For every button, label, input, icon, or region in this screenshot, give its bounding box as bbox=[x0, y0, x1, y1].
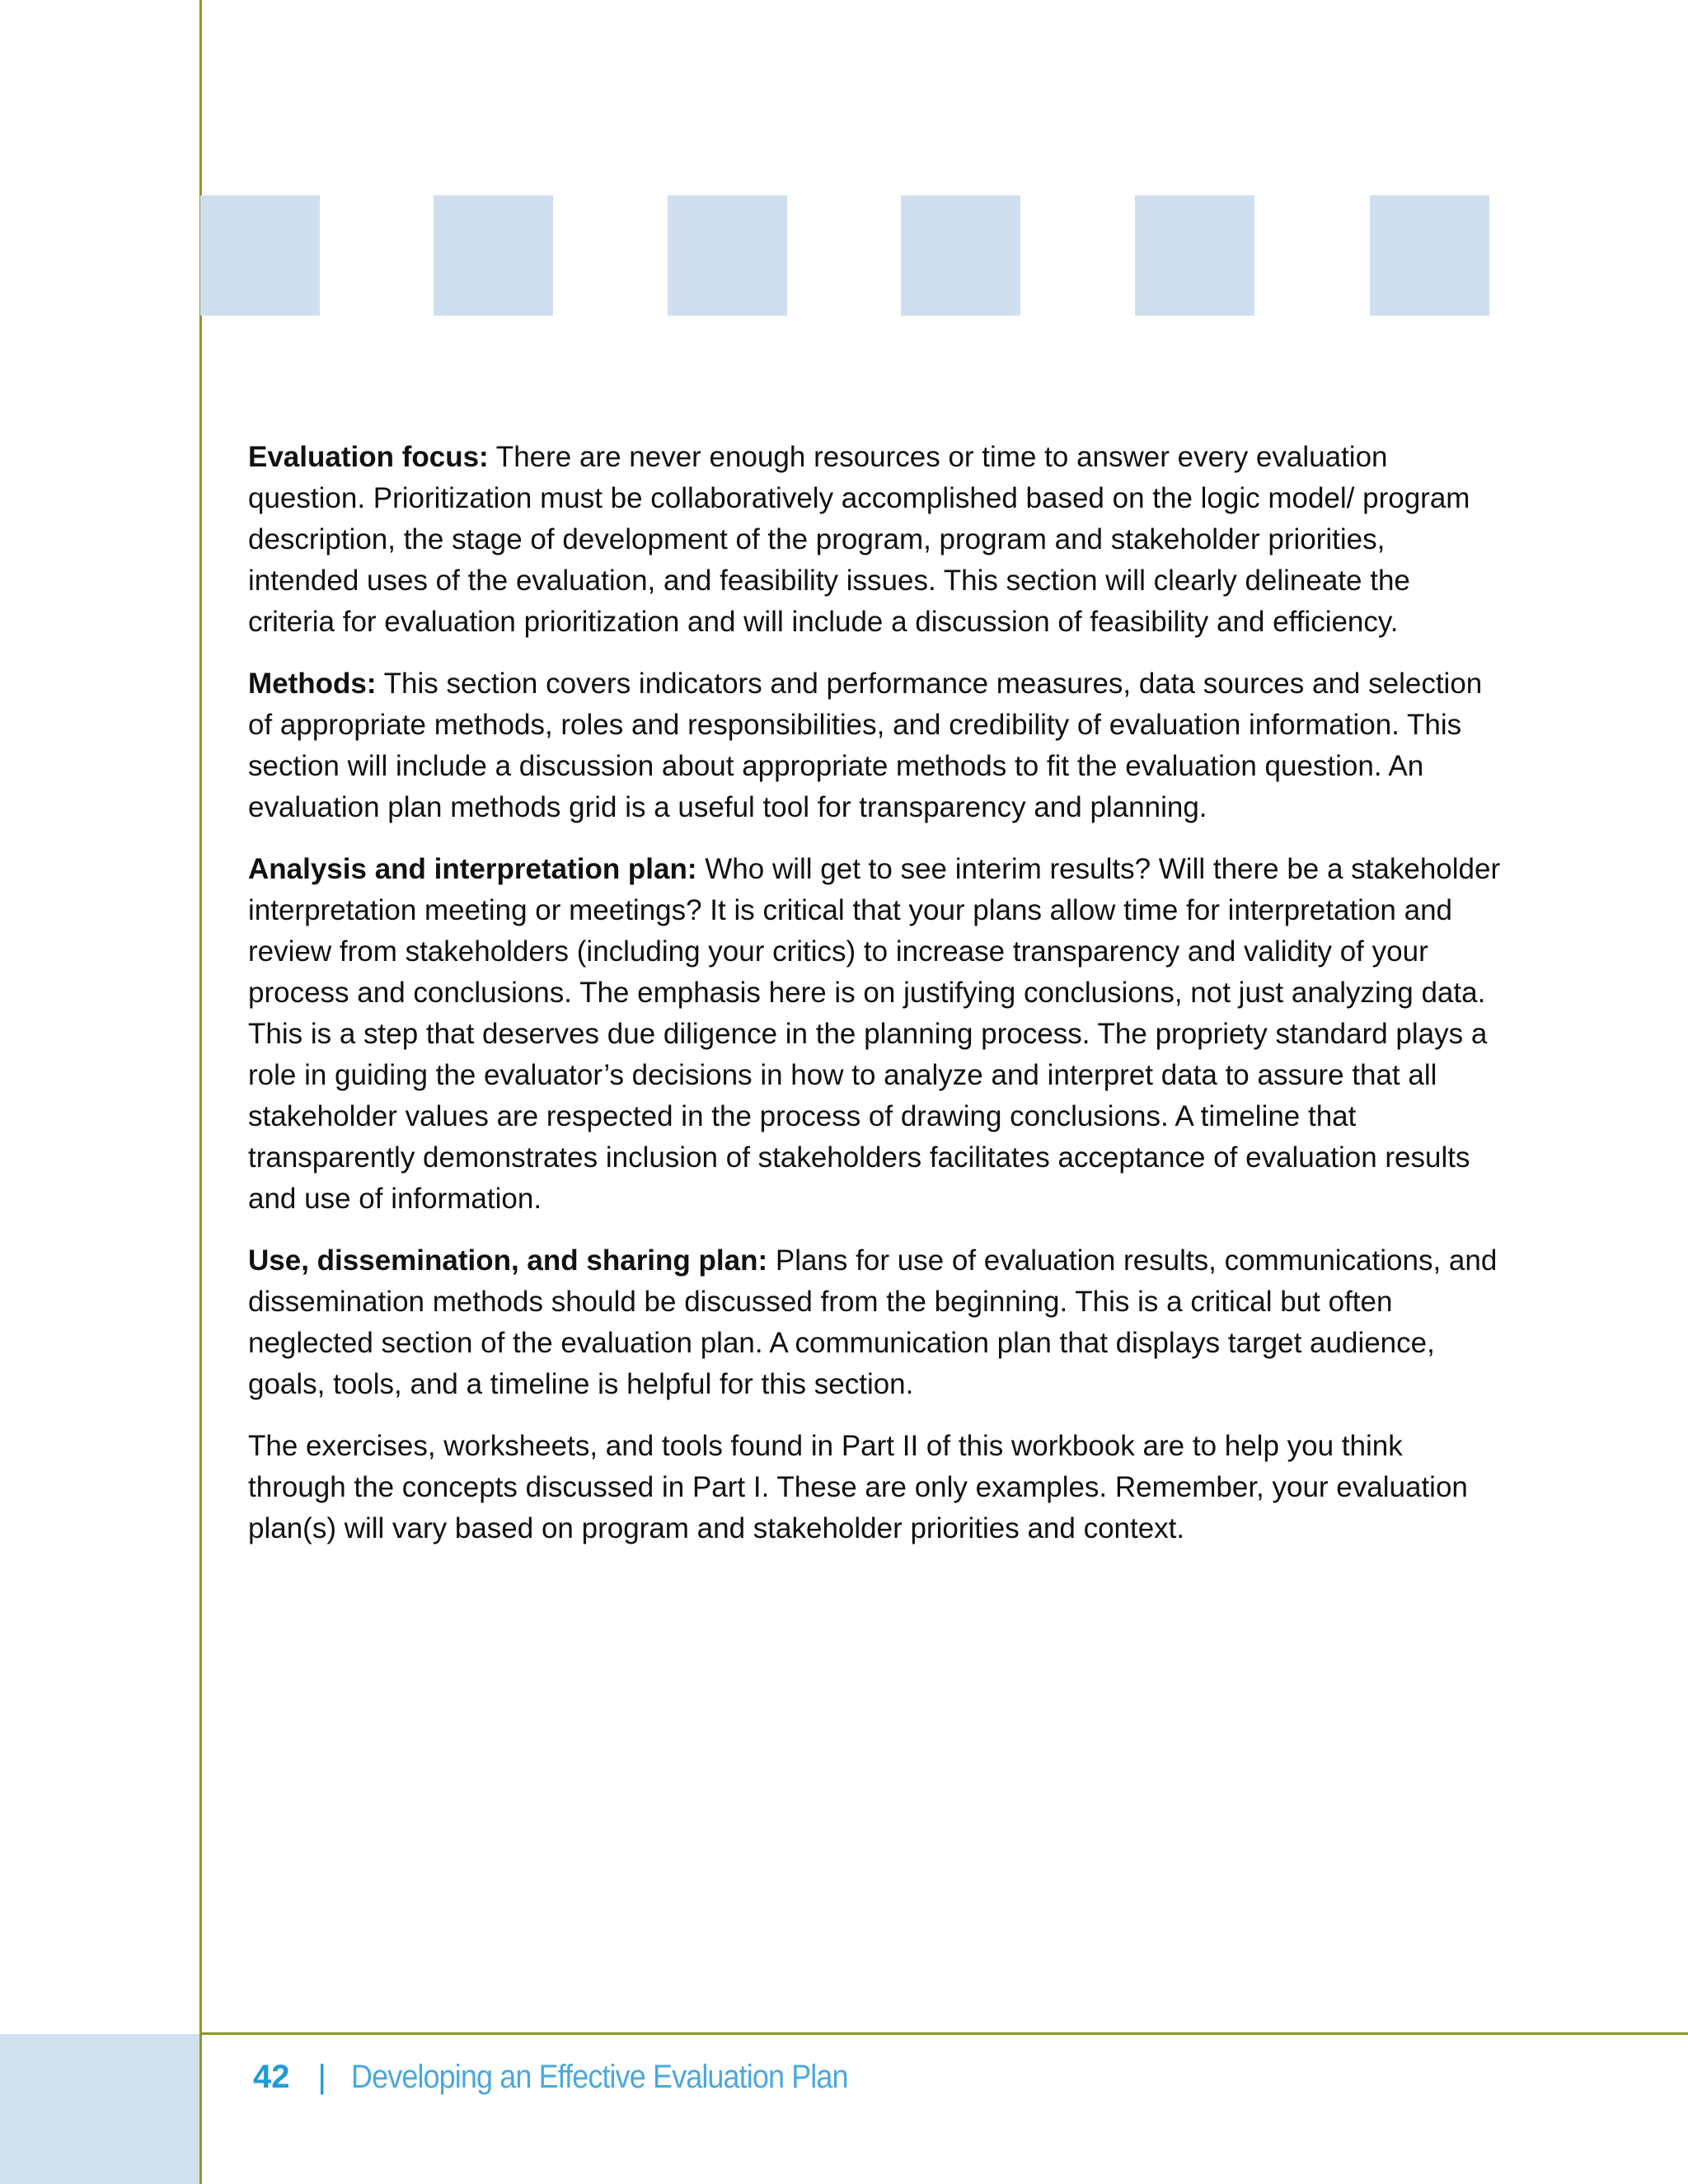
page-number: 42 bbox=[253, 2058, 290, 2095]
decorative-square bbox=[434, 195, 553, 316]
paragraph-evaluation-focus bbox=[248, 437, 1501, 643]
paragraph-use-dissemination bbox=[248, 1240, 1501, 1405]
body-text bbox=[248, 437, 1501, 1570]
left-margin-rule bbox=[199, 0, 202, 2184]
page-footer bbox=[253, 2052, 903, 2102]
paragraph-text: Plans for use of evaluation results, communications, and dissemination methods should be discussed from the beginning. This is a critical but often neglected section of the evaluation plan. A communication plan that displays target audience, goals, tools, and a timeline is helpful for this section. bbox=[248, 1244, 1498, 1400]
paragraph-analysis-interpretation bbox=[248, 849, 1501, 1220]
decorative-square bbox=[668, 195, 787, 316]
term-label: Methods: bbox=[248, 668, 377, 700]
paragraph-text: This section covers indicators and performance measures, data sources and selection of appropriate methods, roles and responsibilities, and credibility of evaluation information. This section will include a discussion about appropriate methods to fit the evaluation question. An evaluation plan methods grid is a useful tool for transparency and planning. bbox=[248, 668, 1483, 823]
decorative-square-row bbox=[0, 195, 1688, 316]
footer-rule bbox=[199, 2032, 1688, 2035]
paragraph-methods bbox=[248, 663, 1501, 828]
paragraph-text: There are never enough resources or time to answer every evaluation question. Prioritization must be collaboratively accomplished based on the logic model/ program description, the stage of development of the program, program and stakeholder priorities, intended uses of the evaluation, and feasibility issues. This section will clearly delineate the criteria for evaluation prioritization and will include a discussion of feasibility and efficiency. bbox=[248, 441, 1470, 638]
decorative-square bbox=[901, 195, 1020, 316]
footer-color-block bbox=[0, 2034, 199, 2184]
decorative-square bbox=[1135, 195, 1254, 316]
paragraph-closing: The exercises, worksheets, and tools found in Part II of this workbook are to help you think through the concepts discussed in Part I. These are only examples. Remember, your evaluation plan(s) will vary based on program and stakeholder priorities and context. bbox=[248, 1430, 1468, 1544]
document-title: Developing an Effective Evaluation Plan bbox=[350, 2058, 848, 2095]
decorative-square bbox=[200, 195, 320, 316]
term-label: Use, dissemination, and sharing plan: bbox=[248, 1244, 768, 1277]
decorative-square bbox=[1370, 195, 1489, 316]
term-label: Analysis and interpretation plan: bbox=[248, 853, 697, 885]
paragraph-text: Who will get to see interim results? Will there be a stakeholder interpretation meeting or meetings? It is critical that your plans allow time for interpretation and review from stakeholders (including your critics) to increase transparency and validity of your process and conclusions. The emphasis here is on justifying conclusions, not just analyzing data. This is a step that deserves due diligence in the planning process. The propriety standard plays a role in guiding the evaluator’s decisions in how to analyze and interpret data to assure that all stakeholder values are respected in the process of drawing conclusions. A timeline that transparently demonstrates inclusion of stakeholders facilitates acceptance of evaluation results and use of information. bbox=[248, 853, 1501, 1215]
footer-separator: | bbox=[317, 2058, 326, 2095]
term-label: Evaluation focus: bbox=[248, 441, 489, 473]
